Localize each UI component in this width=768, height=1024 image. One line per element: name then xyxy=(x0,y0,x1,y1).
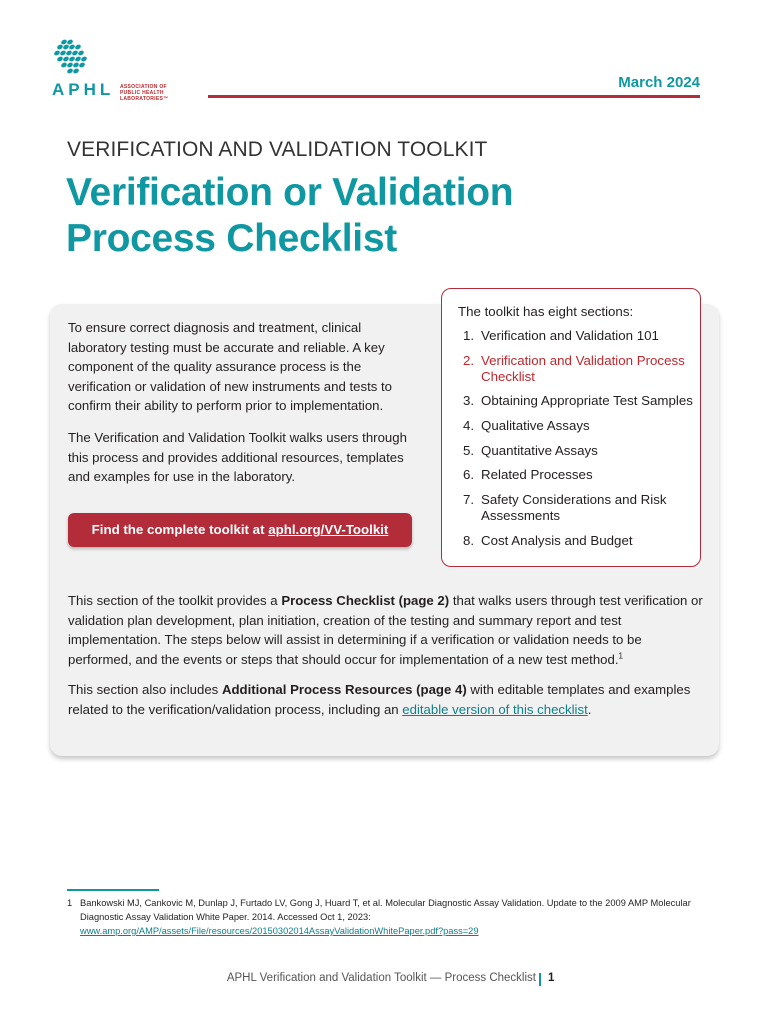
section-item xyxy=(463,533,695,549)
toolkit-link-prefix: Find the complete toolkit at xyxy=(91,522,269,537)
page-footer-separator xyxy=(539,973,541,986)
toolkit-link-button[interactable] xyxy=(68,513,412,547)
sections-list xyxy=(463,328,695,558)
p2-text-b: with editable templates and examples related to the verification/validation process, including an xyxy=(68,682,691,717)
resources-description xyxy=(68,680,708,719)
section-item xyxy=(463,492,695,524)
section-label: Cost Analysis and Budget xyxy=(481,532,633,548)
footnote-number: 1 xyxy=(67,898,73,908)
aphl-logo xyxy=(50,38,200,102)
p1-bold: Process Checklist (page 2) xyxy=(281,593,450,608)
sections-heading: The toolkit has eight sections: xyxy=(458,304,634,319)
intro-paragraph-2: The Verification and Validation Toolkit walks users through this process and provides additional resources, templates and examples for use in the laboratory. xyxy=(68,430,407,484)
section-item xyxy=(463,467,695,483)
logo-subtitle xyxy=(120,84,200,102)
section-label: Obtaining Appropriate Test Samples xyxy=(481,393,693,409)
p2-text-c: . xyxy=(587,701,592,717)
intro-paragraph-1: To ensure correct diagnosis and treatment, clinical laboratory testing must be accurate and reliable. A key component of the quality assurance process is the verification or validation of new instruments and tests to confirm their ability to perform prior to implementation. xyxy=(68,320,392,413)
section-number: 6. xyxy=(463,467,475,483)
section-item xyxy=(463,393,695,409)
section-label: Verification and Validation Process Checklist xyxy=(481,352,685,384)
editable-checklist-link[interactable]: editable version of this checklist xyxy=(402,701,588,717)
page-number: 1 xyxy=(548,972,555,984)
p1-text-b: that walks users through test verification or validation plan development, plan initiation, creation of the testing and summary report and test implementation. The steps below will assist in determining if a verification or validation needs to be performed, and the events or steps that should occur for implementation of a new test method. xyxy=(68,593,703,667)
section-label: Safety Considerations and Risk Assessments xyxy=(481,492,667,524)
section-number: 3. xyxy=(463,393,475,409)
header-rule xyxy=(208,95,700,98)
section-label: Related Processes xyxy=(481,467,593,483)
toolkit-link[interactable]: aphl.org/VV-Toolkit xyxy=(268,522,389,537)
logo-subtitle-line1: ASSOCIATION OF xyxy=(120,84,167,90)
p1-text-a: This section of the toolkit provides a xyxy=(68,593,282,608)
section-label: Verification and Validation 101 xyxy=(481,328,659,343)
publication-date: March 2024 xyxy=(618,74,700,91)
footnote-text xyxy=(80,896,707,938)
aphl-logo-mark-icon xyxy=(50,38,90,82)
checklist-description xyxy=(68,591,708,669)
footnote-citation: Bankowski MJ, Cankovic M, Dunlap J, Furtado LV, Gong J, Huard T, et al. Molecular Diagnostic Assay Validation. Update to the 2009 AMP Molecular Diagnostic Assay Validation White Paper. 2014. Accessed Oct 1, 2023: xyxy=(80,898,691,922)
section-item xyxy=(463,353,695,385)
section-number: 4. xyxy=(463,418,475,434)
footnote-url-link[interactable]: www.amp.org/AMP/assets/File/resources/20150302014AssayValidationWhitePaper.pdf?pass=29 xyxy=(80,926,479,936)
section-item xyxy=(463,443,695,459)
page-title xyxy=(66,170,706,262)
page-footer-text: APHL Verification and Validation Toolkit — Process Checklist xyxy=(226,972,536,984)
logo-subtitle-line2: PUBLIC HEALTH LABORATORIES™ xyxy=(120,90,169,102)
section-item xyxy=(463,328,695,344)
section-number: 2. xyxy=(463,352,475,368)
footnote-rule xyxy=(67,889,159,891)
section-number: 5. xyxy=(463,442,475,458)
toolkit-kicker: VERIFICATION AND VALIDATION TOOLKIT xyxy=(67,138,488,161)
section-number: 8. xyxy=(463,532,475,548)
section-label: Qualitative Assays xyxy=(481,418,590,434)
section-item xyxy=(463,418,695,434)
footnote xyxy=(67,896,707,938)
footnote-ref: 1 xyxy=(618,651,623,661)
section-number: 1. xyxy=(463,328,475,343)
p2-bold: Additional Process Resources (page 4) xyxy=(221,682,467,697)
section-label: Quantitative Assays xyxy=(481,442,598,458)
page-title-line1: Verification or Validation xyxy=(66,171,514,214)
logo-wordmark: APHL xyxy=(52,80,115,99)
page-title-line2: Process Checklist xyxy=(66,217,397,260)
section-number: 7. xyxy=(463,492,475,508)
p2-text-a: This section also includes xyxy=(68,682,222,697)
